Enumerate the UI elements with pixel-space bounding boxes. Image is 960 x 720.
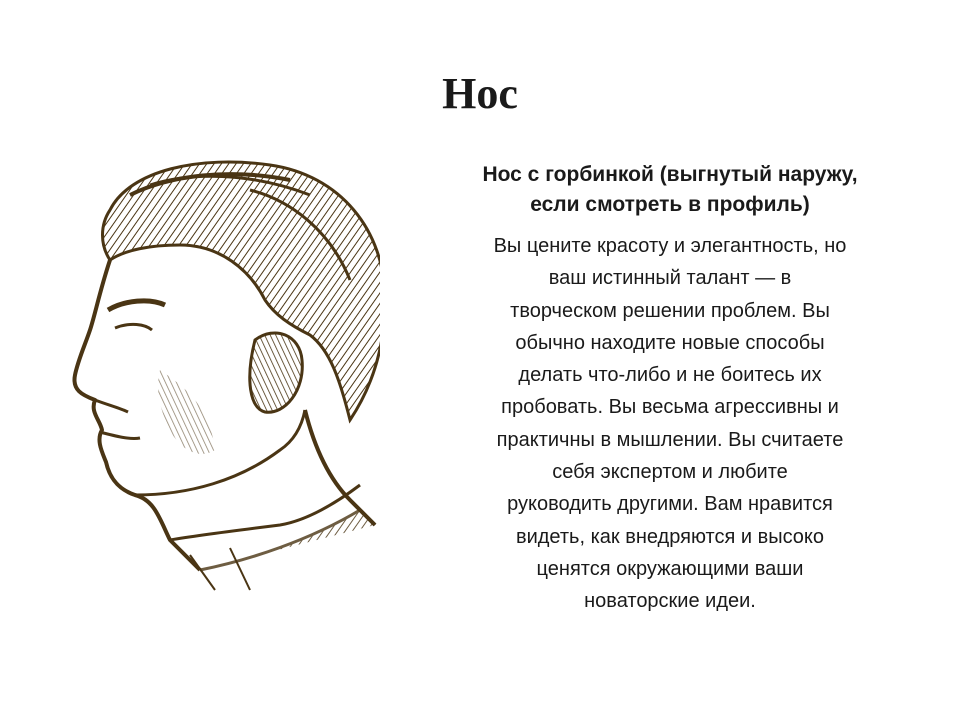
- subheading: [440, 160, 900, 220]
- description-line: ценятся окружающими ваши: [536, 557, 804, 580]
- male-profile-engraving-icon: [40, 150, 380, 600]
- description-line: ваш истинный талант — в: [548, 267, 792, 290]
- description-line: практичны в мышлении. Вы считаете: [496, 428, 844, 451]
- description-line: себя экспертом и любите: [552, 461, 788, 484]
- description-line: новаторские идеи.: [584, 590, 756, 613]
- description-line: обычно находите новые способы: [515, 331, 825, 354]
- slide-title: Нос: [442, 69, 518, 118]
- text-block: [440, 160, 900, 618]
- subheading-line: если смотреть в профиль): [530, 193, 810, 216]
- description-line: делать что-либо и не боитесь их: [518, 364, 822, 387]
- description-line: творческом решении проблем. Вы: [510, 299, 830, 322]
- description-line: руководить другими. Вам нравится: [507, 493, 833, 516]
- description: [440, 230, 900, 618]
- description-line: видеть, как внедряются и высоко: [515, 525, 825, 548]
- subheading-line: Нос с горбинкой (выгнутый наружу,: [482, 163, 858, 186]
- description-line: пробовать. Вы весьма агрессивны и: [501, 396, 839, 419]
- description-line: Вы цените красоту и элегантность, но: [493, 235, 847, 257]
